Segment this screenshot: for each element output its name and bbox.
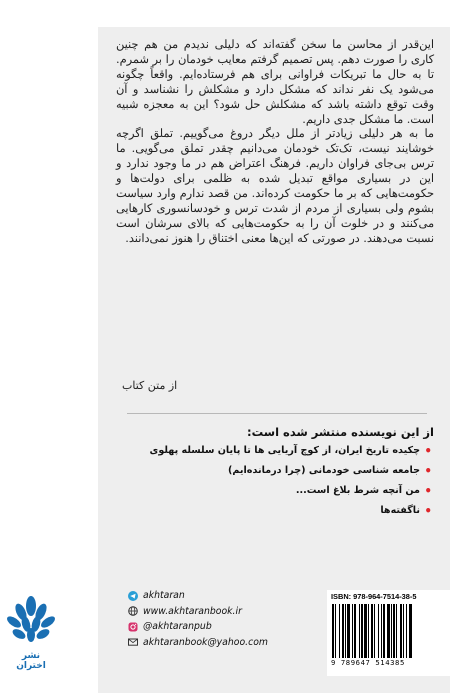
list-item: [132, 503, 432, 523]
list-item: [132, 463, 432, 483]
website-url: www.akhtaranbook.ir: [143, 605, 242, 617]
barcode-number: 9 789647 514385: [331, 658, 405, 667]
bullet-icon: •: [424, 504, 432, 518]
book-title: چکیده تاریخ ایران، از کوچ آریایی ها تا پایان سلسله پهلوی: [149, 445, 420, 456]
bullet-icon: •: [424, 464, 432, 478]
publisher-name: نشر اختران: [16, 651, 46, 671]
globe-icon: [128, 606, 138, 616]
instagram-contact[interactable]: [128, 619, 268, 635]
barcode-label: [327, 590, 450, 676]
book-title: من آنچه شرط بلاغ است...: [295, 485, 420, 496]
email-contact[interactable]: [128, 635, 268, 651]
list-item: [132, 483, 432, 503]
other-books-list: [132, 443, 432, 523]
isbn-text: ISBN: 978-964-7514-38-5: [331, 592, 417, 601]
other-books-heading: از این نویسنده منتشر شده است:: [247, 425, 434, 439]
excerpt-paragraph-2: ما به هر دلیلی زیادتر از ملل دیگر دروغ می‌گوییم. تملق اگرچه خوشایند نیست، تک‌تک خودمان می‌دانیم چقدر تملق می‌گویی. ما ترس بی‌جای فراوان داریم. فرهنگ اعتراض هم در ما وجود ندارد و این در بسیاری مواقع تبدیل شده به ظلمی برای دولت‌ها و حکومت‌هایی که بر ما حکومت کرده‌اند. من قصد ندارم وارد سیاست بشوم ولی بسیاری از مردم از شدت ترس و خودسانسوری کارهایی می‌کنند و در خلوت آن را به حکومت‌هایی که بالای سرشان است نسبت می‌دهند. در صورتی که این‌ها معنی اختناق را هنوز نمی‌دانند.: [116, 127, 434, 245]
excerpt-paragraph-1: این‌قدر از محاسن ما سخن گفته‌اند که دلیلی ندیدم من هم چنین کاری را صورت دهم. پس تصمیم گرفتم معایب خودمان را بر شمرم. تا به حال ما تبریکات فراوانی برای هم فرستاده‌ایم. واقعاً چگونه می‌شود یک نفر نداند که مشکل دارد و مشکلش را نشناسد و آن وقت توقع داشته باشد که مشکلش حل شود؟ این به معجزه شبیه است. ما مشکل جدی داریم.: [116, 38, 434, 126]
telegram-handle: akhtaran: [143, 590, 185, 601]
list-item: [132, 443, 432, 463]
email-icon: [128, 637, 138, 647]
excerpt-source: از متن کتاب: [122, 379, 178, 392]
bullet-icon: •: [424, 484, 432, 498]
divider-line: [127, 413, 427, 414]
website-contact[interactable]: [128, 604, 268, 620]
instagram-icon: [128, 622, 138, 632]
telegram-icon: [128, 591, 138, 601]
bullet-icon: •: [424, 444, 432, 458]
contact-info: [128, 588, 268, 650]
email-address: akhtaranbook@yahoo.com: [143, 636, 268, 648]
instagram-handle: @akhtaranpub: [143, 621, 212, 632]
book-excerpt: [116, 38, 434, 247]
publisher-logo: [7, 593, 55, 673]
barcode-bars: [331, 604, 445, 658]
book-title: ناگفته‌ها: [380, 505, 420, 516]
book-title: جامعه شناسی خودمانی (چرا درمانده‌ایم): [228, 465, 420, 476]
telegram-contact[interactable]: [128, 588, 268, 604]
